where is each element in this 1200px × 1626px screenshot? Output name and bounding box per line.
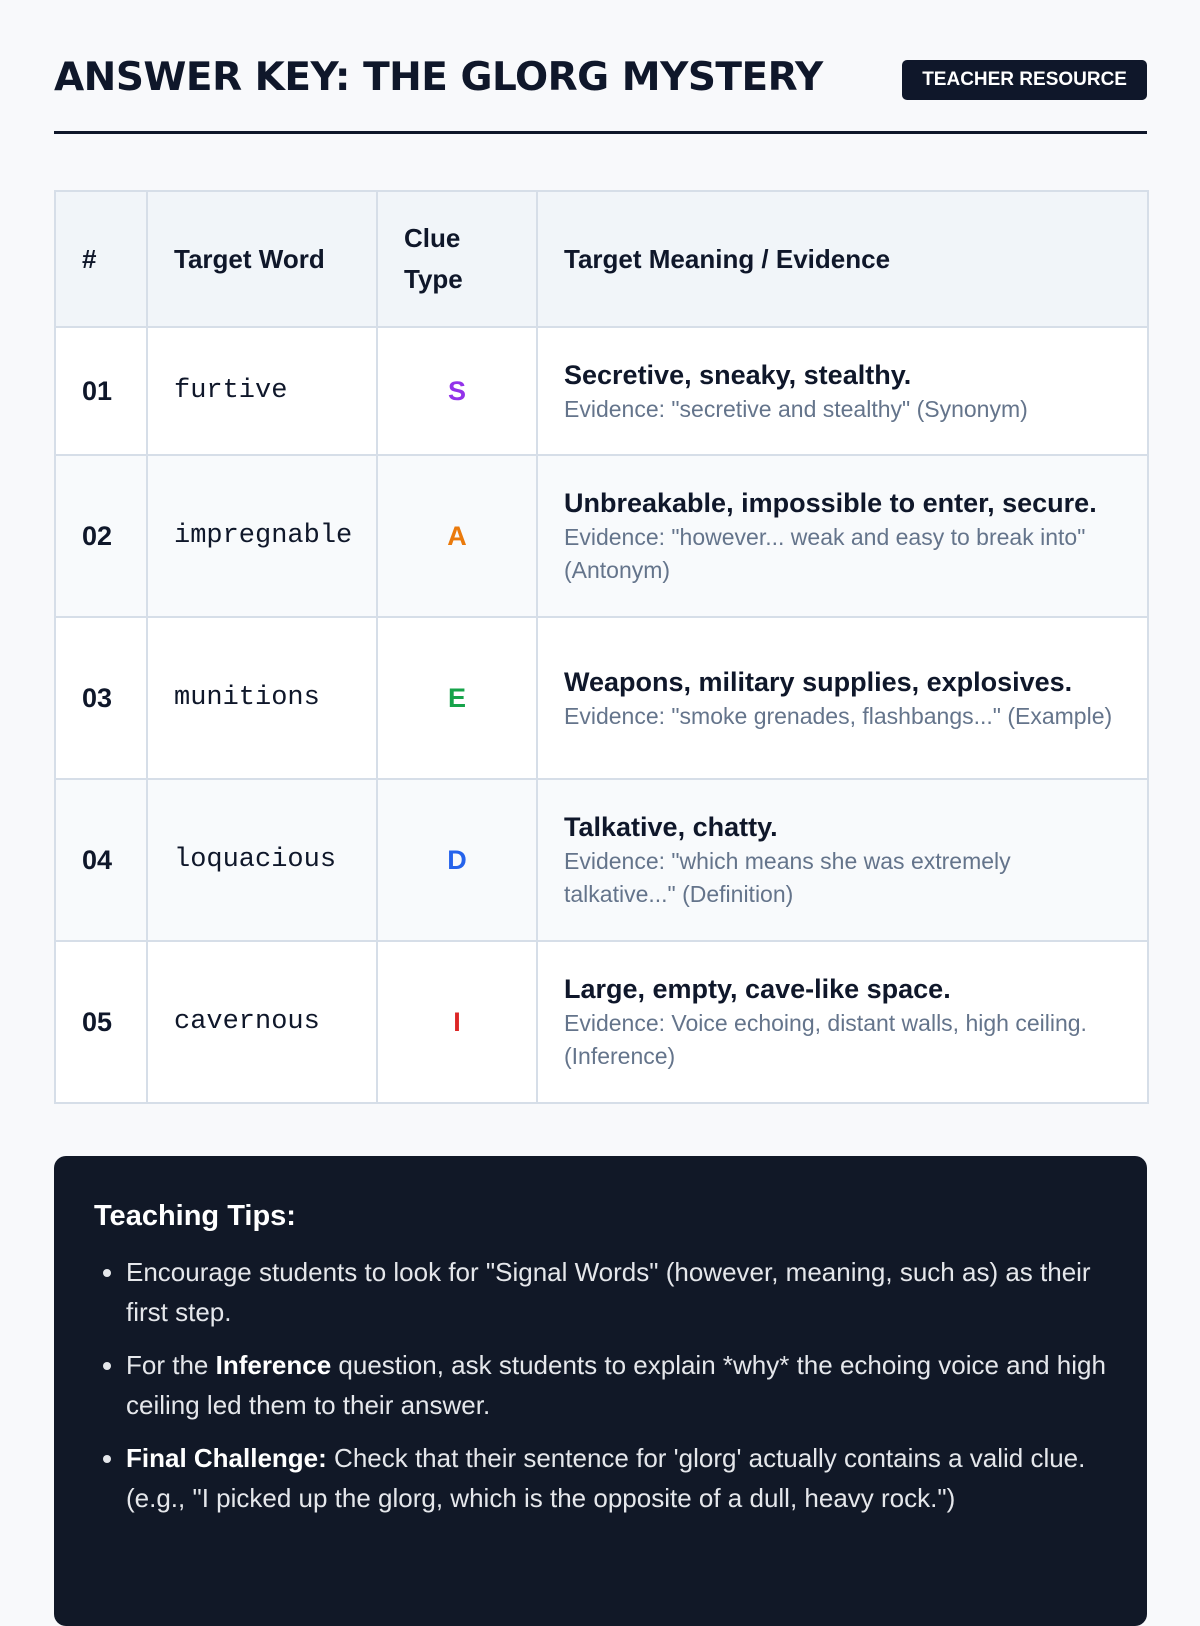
target-meaning: Talkative, chatty. [564,812,778,842]
evidence-text: Evidence: Voice echoing, distant walls, high ceiling. (Inference) [564,1010,1087,1069]
clue-type: E [377,617,537,779]
teaching-tips-panel [54,1156,1147,1626]
clue-type: A [377,455,537,617]
target-meaning: Weapons, military supplies, explosives. [564,666,1073,697]
teaching-tips-title: Teaching Tips: [94,1200,296,1232]
clue-type: D [377,779,537,941]
row-number: 02 [55,455,147,617]
tip-item [126,1438,1107,1518]
row-number: 03 [55,617,147,779]
table-row [55,617,1148,779]
row-number: 01 [55,327,147,455]
meaning-cell [537,617,1148,779]
meaning-cell [537,327,1148,455]
target-word: cavernous [147,941,377,1103]
target-word: furtive [147,327,377,455]
tip-emphasis: Final Challenge: [126,1443,327,1473]
evidence-text: Evidence: "secretive and stealthy" (Synonym) [564,395,1028,422]
row-number: 05 [55,941,147,1103]
meaning-cell [537,779,1148,941]
table-row [55,779,1148,941]
target-meaning: Unbreakable, impossible to enter, secure. [564,488,1097,518]
target-word: loquacious [147,779,377,941]
table-row [55,941,1148,1103]
column-header-meaning-evidence: Target Meaning / Evidence [537,191,1148,327]
clue-type: I [377,941,537,1103]
meaning-cell [537,941,1148,1103]
evidence-text: Evidence: "smoke grenades, flashbangs..." (Example) [564,702,1113,729]
tip-item [126,1252,1107,1332]
table-header-row [55,191,1148,327]
row-number: 04 [55,779,147,941]
meaning-cell [537,455,1148,617]
target-word: munitions [147,617,377,779]
answer-key-page [54,0,1147,1513]
target-meaning: Large, empty, cave-like space. [564,974,951,1004]
tip-text-lead: For the [126,1350,216,1380]
target-meaning: Secretive, sneaky, stealthy. [564,359,912,390]
table-row [55,327,1148,455]
page-title: ANSWER KEY: THE GLORG MYSTERY [54,55,823,100]
tip-emphasis: Inference [215,1350,332,1380]
teaching-tips-list [94,1252,1107,1518]
evidence-text: Evidence: "which means she was extremely talkative..." (Definition) [564,848,1011,907]
clue-type: S [377,327,537,455]
target-word: impregnable [147,455,377,617]
column-header-target-word: Target Word [147,191,377,327]
page-header [54,0,1147,134]
tip-item [126,1345,1107,1425]
tip-text: Encourage students to look for "Signal Words" (however, meaning, such as) as their first step. [126,1257,1091,1327]
column-header-number: # [55,191,147,327]
tip-text: question, ask students to explain *why* the echoing voice and high ceiling led them to their answer. [126,1350,1106,1420]
evidence-text: Evidence: "however... weak and easy to break into" (Antonym) [564,524,1086,583]
teacher-resource-badge: TEACHER RESOURCE [902,60,1147,100]
tip-text: Check that their sentence for 'glorg' actually contains a valid clue. (e.g., "I picked up the glorg, which is the opposite of a dull, heavy rock.") [126,1443,1086,1513]
table-row [55,455,1148,617]
column-header-clue-type: Clue Type [377,191,537,327]
answer-table [54,190,1149,1104]
